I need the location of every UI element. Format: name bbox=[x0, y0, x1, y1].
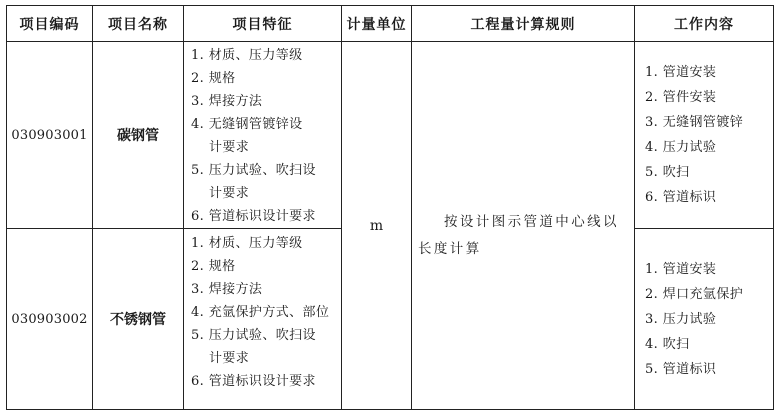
feature-line: 4. 无缝钢管镀锌设 bbox=[191, 117, 303, 132]
item-name: 碳钢管 bbox=[93, 42, 184, 229]
item-name: 不锈钢管 bbox=[93, 229, 184, 410]
header-unit: 计量单位 bbox=[342, 6, 412, 42]
table-row bbox=[7, 42, 774, 229]
feature-line: 1. 材质、压力等级 bbox=[191, 48, 303, 63]
feature-line: 6. 管道标识设计要求 bbox=[191, 374, 316, 389]
work-line: 3. 压力试验 bbox=[645, 311, 717, 327]
unit-cell: m bbox=[342, 42, 412, 410]
feature-line: 5. 压力试验、吹扫设 bbox=[191, 163, 316, 178]
item-features bbox=[184, 229, 342, 410]
work-line: 5. 吹扫 bbox=[645, 165, 690, 180]
header-code: 项目编码 bbox=[7, 6, 93, 42]
feature-line-continuation: 计要求 bbox=[209, 186, 250, 201]
work-line: 5. 管道标识 bbox=[645, 361, 717, 377]
item-features bbox=[184, 42, 342, 229]
work-line: 4. 吹扫 bbox=[645, 336, 690, 352]
item-work bbox=[635, 229, 774, 410]
feature-line: 3. 焊接方法 bbox=[191, 282, 263, 297]
work-line: 2. 焊口充氩保护 bbox=[645, 286, 744, 302]
header-work: 工作内容 bbox=[635, 6, 774, 42]
item-code: 030903001 bbox=[7, 42, 93, 229]
work-line: 6. 管道标识 bbox=[645, 190, 717, 205]
feature-line-continuation: 计要求 bbox=[209, 140, 250, 155]
feature-line: 2. 规格 bbox=[191, 71, 236, 86]
header-features: 项目特征 bbox=[184, 6, 342, 42]
feature-line-continuation: 计要求 bbox=[209, 351, 250, 366]
calc-rule: 按设计图示管道中心线以 长度计算 bbox=[418, 213, 619, 257]
work-line: 2. 管件安装 bbox=[645, 90, 717, 105]
feature-line: 1. 材质、压力等级 bbox=[191, 236, 303, 251]
work-line: 1. 管道安装 bbox=[645, 261, 717, 277]
feature-line: 5. 压力试验、吹扫设 bbox=[191, 328, 316, 343]
work-line: 1. 管道安装 bbox=[645, 65, 717, 80]
feature-line: 3. 焊接方法 bbox=[191, 94, 263, 109]
work-line: 4. 压力试验 bbox=[645, 140, 717, 155]
feature-line: 4. 充氩保护方式、部位 bbox=[191, 305, 330, 320]
pipe-spec-table bbox=[6, 5, 774, 410]
work-line: 3. 无缝钢管镀锌 bbox=[645, 115, 744, 130]
item-code: 030903002 bbox=[7, 229, 93, 410]
item-work bbox=[635, 42, 774, 229]
header-rule: 工程量计算规则 bbox=[412, 6, 635, 42]
header-row bbox=[7, 6, 774, 42]
feature-line: 2. 规格 bbox=[191, 259, 236, 274]
rule-cell bbox=[412, 42, 635, 410]
feature-line: 6. 管道标识设计要求 bbox=[191, 209, 316, 224]
header-name: 项目名称 bbox=[93, 6, 184, 42]
